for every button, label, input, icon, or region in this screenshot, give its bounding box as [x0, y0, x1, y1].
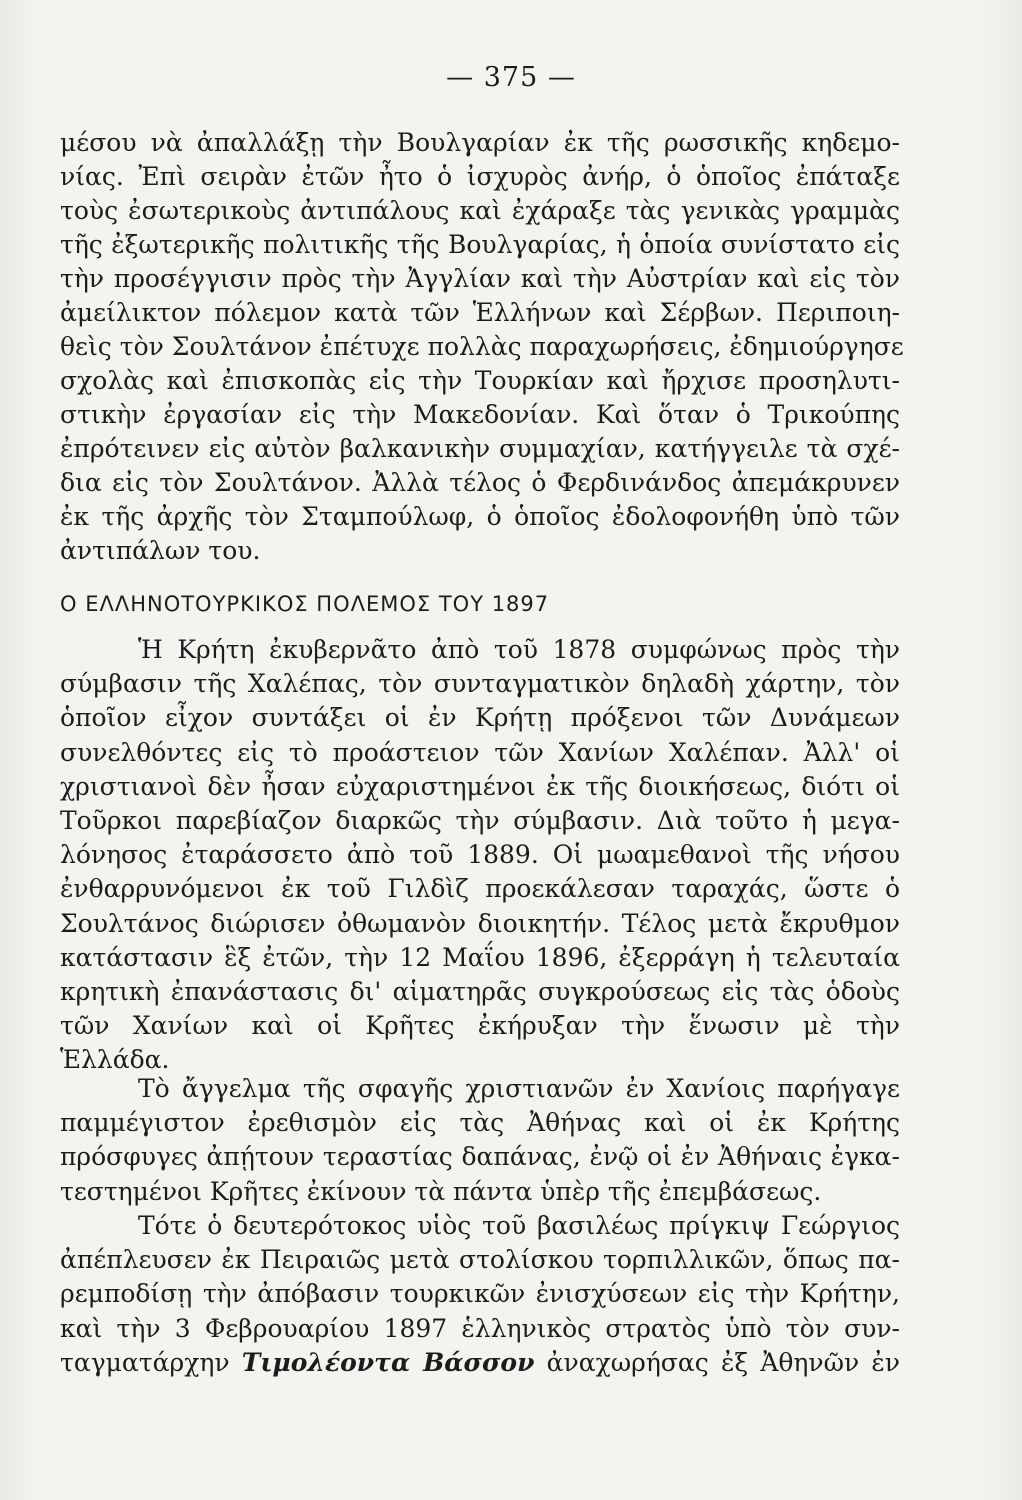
text-line: δια εἰς τὸν Σουλτάνον. Ἀλλὰ τέλος ὁ Φερδινάνδος ἀπεμάκρυνεν — [60, 468, 900, 497]
text-line: λόνησος ἐταράσσετο ἀπὸ τοῦ 1889. Οἱ μωαμεθανοὶ τῆς νήσου — [60, 840, 900, 870]
text-line: Τοῦρκοι παρεβίαζον διαρκῶς τὴν σύμβασιν. Διὰ τοῦτο ἡ μεγα- — [60, 805, 900, 835]
paragraph-athens — [60, 1072, 900, 1209]
text-line: σύμβασιν τῆς Χαλέπας, τὸν συνταγματικὸν δηλαδὴ χάρτην, τὸν — [60, 669, 900, 699]
text-line: Τὸ ἄγγελμα τῆς σφαγῆς χριστιανῶν ἐν Χανίοις παρήγαγε — [138, 1074, 900, 1103]
text-line: ὁποῖον εἶχον συντάξει οἱ ἐν Κρήτῃ πρόξενοι τῶν Δυνάμεων — [60, 703, 900, 733]
text-line: στικὴν ἐργασίαν εἰς τὴν Μακεδονίαν. Καὶ ὅταν ὁ Τρικούπης — [60, 400, 900, 429]
text-line: τεστημένοι Κρῆτες ἐκίνουν τὰ πάντα ὑπὲρ τῆς ἐπεμβάσεως. — [60, 1176, 822, 1206]
text-line: παμμέγιστον ἐρεθισμὸν εἰς τὰς Ἀθήνας καὶ οἱ ἐκ Κρήτης — [60, 1108, 900, 1138]
text-line: ἐπρότεινεν εἰς αὐτὸν βαλκανικὴν συμμαχίαν, κατήγγειλε τὰ σχέ- — [60, 434, 900, 463]
text-line: ἐκ τῆς ἀρχῆς τὸν Σταμπούλωφ, ὁ ὁποῖος ἐδολοφονήθη ὑπὸ τῶν — [60, 502, 900, 531]
line-end-text: ἀναχωρήσας ἐξ Ἀθηνῶν ἐν — [546, 1347, 900, 1377]
text-line: μέσου νὰ ἀπαλλάξῃ τὴν Βουλγαρίαν ἐκ τῆς ρωσσικῆς κηδεμο- — [60, 128, 900, 157]
text-line: θεὶς τὸν Σουλτάνον ἐπέτυχε πολλὰς παραχωρήσεις, ἐδημιούργησε — [60, 332, 904, 361]
emphasized-name: Τιμολέοντα Βάσσον — [241, 1347, 535, 1377]
text-line: τὴν προσέγγισιν πρὸς τὴν Ἀγγλίαν καὶ τὴν Αὐστρίαν καὶ εἰς τὸν — [60, 264, 900, 293]
section-heading: Ο ΕΛΛΗΝΟΤΟΥΡΚΙΚΟΣ ΠΟΛΕΜΟΣ ΤΟΥ 1897 — [60, 592, 550, 616]
text-line: νίας. Ἐπὶ σειρὰν ἐτῶν ἦτο ὁ ἰσχυρὸς ἀνήρ, ὁ ὁποῖος ἐπάταξε — [60, 162, 900, 191]
text-line: κρητικὴ ἐπανάστασις δι' αἱματηρᾶς συγκρούσεως εἰς τὰς ὁδοὺς — [60, 976, 900, 1006]
text-line: τῆς ἐξωτερικῆς πολιτικῆς τῆς Βουλγαρίας, ἡ ὁποία συνίστατο εἰς — [60, 230, 900, 259]
paragraph-prince-george — [60, 1209, 900, 1380]
text-line: ἀντιπάλων του. — [60, 536, 261, 565]
text-line: χριστιανοὶ δὲν ἦσαν εὐχαριστημένοι ἐκ τῆς διοικήσεως, διότι οἱ — [60, 771, 900, 801]
text-line: κατάστασιν ἓξ ἐτῶν, τὴν 12 Μαΐου 1896, ἐξερράγη ἡ τελευταία — [60, 942, 900, 972]
text-line: ρεμποδίσῃ τὴν ἀπόβασιν τουρκικῶν ἐνισχύσεων εἰς τὴν Κρήτην, — [60, 1279, 900, 1309]
text-line: καὶ τὴν 3 Φεβρουαρίου 1897 ἑλληνικὸς στρατὸς ὑπὸ τὸν συν- — [60, 1313, 900, 1343]
text-line: πρόσφυγες ἀπῄτουν τεραστίας δαπάνας, ἐνῷ οἱ ἐν Ἀθήναις ἐγκα- — [60, 1142, 900, 1172]
text-line: τῶν Χανίων καὶ οἱ Κρῆτες ἐκήρυξαν τὴν ἕνωσιν μὲ τὴν — [60, 1011, 900, 1041]
paragraph-crete — [60, 633, 900, 1077]
text-line: ἀπέπλευσεν ἐκ Πειραιῶς μετὰ στολίσκου τορπιλλικῶν, ὅπως πα- — [60, 1245, 900, 1275]
text-line: Ἑλλάδα. — [60, 1045, 170, 1075]
paragraph-bulgaria — [60, 126, 904, 568]
page-number: — 375 — — [446, 62, 576, 93]
text-line: ἀμείλικτον πόλεμον κατὰ τῶν Ἑλλήνων καὶ Σέρβων. Περιποιη- — [60, 298, 900, 327]
text-line: Σουλτάνος διώρισεν ὀθωμανὸν διοικητήν. Τέλος μετὰ ἔκρυθμον — [60, 908, 900, 938]
text-line: τοὺς ἐσωτερικοὺς ἀντιπάλους καὶ ἐχάραξε τὰς γενικὰς γραμμὰς — [60, 196, 900, 225]
text-line: Τότε ὁ δευτερότοκος υἱὸς τοῦ βασιλέως πρίγκιψ Γεώργιος — [138, 1211, 900, 1240]
text-line: Ἡ Κρήτη ἐκυβερνᾶτο ἀπὸ τοῦ 1878 συμφώνως πρὸς τὴν — [138, 635, 900, 664]
text-line: ἐνθαρρυνόμενοι ἐκ τοῦ Γιλδὶζ προεκάλεσαν ταραχάς, ὥστε ὁ — [60, 874, 900, 904]
text-line: συνελθόντες εἰς τὸ προάστειον τῶν Χανίων Χαλέπαν. Ἀλλ' οἱ — [60, 737, 900, 767]
text-line-with-name — [60, 1346, 900, 1380]
line-start-text: ταγματάρχην — [60, 1347, 230, 1377]
text-line: σχολὰς καὶ ἐπισκοπὰς εἰς τὴν Τουρκίαν καὶ ἤρχισε προσηλυτι- — [60, 366, 900, 395]
